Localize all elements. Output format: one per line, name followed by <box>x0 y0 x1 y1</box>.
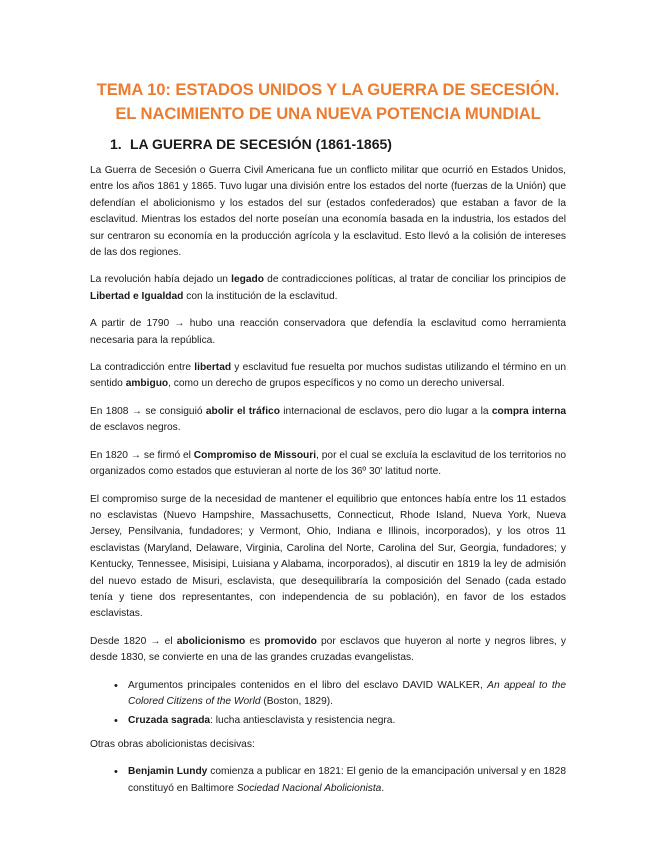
bullet-list-obras <box>90 764 566 797</box>
section-number: 1. <box>110 136 122 152</box>
paragraph-abolicionismo: Desde 1820 → el abolicionismo es promovido por esclavos que huyeron al norte y negros libres, y desde 1830, se convierte en una de las grandes cruzadas evangelistas. <box>90 635 566 664</box>
section-label: LA GUERRA DE SECESIÓN (1861-1865) <box>130 136 392 152</box>
list-item: • Benjamin Lundy comienza a publicar en 1821: El genio de la emancipación universal y en 1828 constituyó en Baltimore Sociedad Nacional Abolicionista. <box>128 764 566 797</box>
paragraph-compromiso: El compromiso surge de la necesidad de mantener el equilibrio que entonces había entre los 11 estados no esclavistas (Nuevo Hampshire, Massachusetts, Connecticut, Rhode Island, Nueva York, Nueva Jersey, Pensilvania, fundadores; y Vermont, Ohio, Indiana e Illinois, incorporados), y los otros 11 esclavistas (Maryland, Delaware, Virginia, Carolina del Norte, Carolina del Sur, Georgia, fundadores; y Kentucky, Tennessee, Misisipi, Luisiana y Alabama, incorporados), al discutir en 1819 la ley de admisión del nuevo estado de Misuri, esclavista, que desequilibraría la composición del Senado (cada estado tenía y tiene dos representantes, con independencia de su población), en favor de los estados esclavistas. <box>90 493 566 620</box>
paragraph-1790: A partir de 1790 → hubo una reacción conservadora que defendía la esclavitud como herramienta necesaria para la república. <box>90 318 566 346</box>
paragraph-intro: La Guerra de Secesión o Guerra Civil Americana fue un conflicto militar que ocurrió en Estados Unidos, entre los años 1861 y 1865. Tuvo lugar una división entre los estados del norte (fuerzas de la Unión) que defendían el abolicionismo y los estados del sur (estados confederados) que estaban a favor de la esclavitud. Mientras los estados del norte poseían una economía basada en la industria, los estados del sur centraron su economía en la producción agrícola y la esclavitud. Esto llevó a la colisión de intereses de las dos regiones. <box>90 165 566 259</box>
list-item: • Cruzada sagrada: lucha antiesclavista y resistencia negra. <box>128 713 566 729</box>
bullet-list-walker <box>90 678 566 730</box>
paragraph-1820-missouri: En 1820 → se firmó el Compromiso de Missouri, por el cual se excluía la esclavitud de los territorios no organizados como estados que estuvieran al norte de los 36º 30' latitud norte. <box>90 449 567 478</box>
list-item: • Argumentos principales contenidos en el libro del esclavo DAVID WALKER, An appeal to the Colored Citizens of the World (Boston, 1829). <box>128 678 566 711</box>
document-title: TEMA 10: ESTADOS UNIDOS Y LA GUERRA DE SECESIÓN. EL NACIMIENTO DE UNA NUEVA POTENCIA MUNDIAL <box>96 80 560 123</box>
paragraph-otras-obras: Otras obras abolicionistas decisivas: <box>90 738 255 750</box>
section-heading <box>90 135 566 153</box>
paragraph-legado: La revolución había dejado un legado de contradicciones políticas, al tratar de conciliar los principios de Libertad e Igualdad con la institución de la esclavitud. <box>90 274 566 302</box>
paragraph-contradiccion: La contradicción entre libertad y esclavitud fue resuelta por muchos sudistas utilizando el término en un sentido ambiguo, como un derecho de grupos específicos y no como un derecho universal. <box>90 362 567 390</box>
paragraph-1808: En 1808 → se consiguió abolir el tráfico internacional de esclavos, pero dio lugar a la compra interna de esclavos negros. <box>90 405 566 434</box>
